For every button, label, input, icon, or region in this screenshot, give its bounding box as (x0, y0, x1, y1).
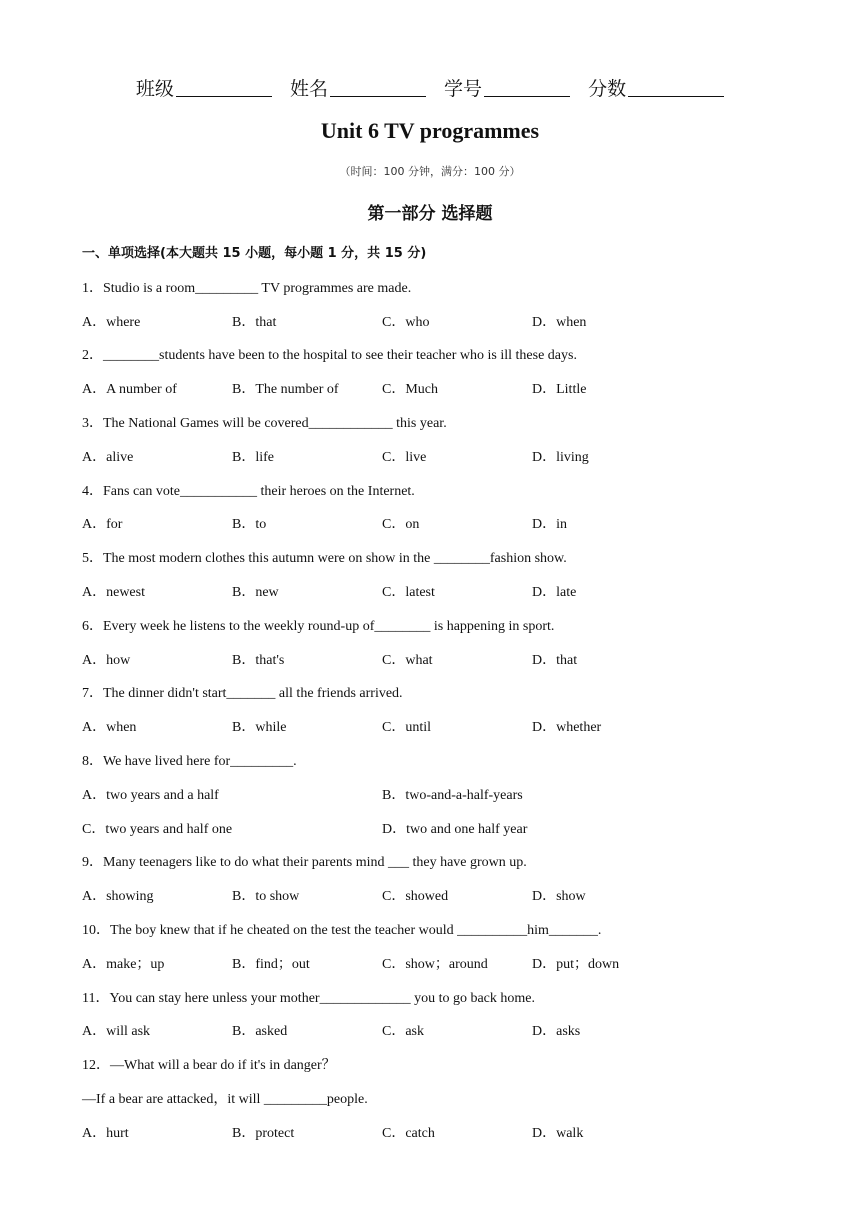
option-b[interactable]: B．find；out (232, 957, 310, 972)
option-d[interactable]: D．show (532, 889, 586, 904)
option-d[interactable]: D．two and one half year (382, 822, 528, 837)
option-b[interactable]: B．The number of (232, 382, 339, 397)
option-d[interactable]: D．living (532, 450, 589, 465)
option-c[interactable]: C．showed (382, 889, 449, 904)
score-field[interactable] (588, 74, 724, 101)
question-stem-continued: —If a bear are attacked，it will _________people. (82, 1092, 368, 1107)
option-b[interactable]: B．two-and-a-half-years (382, 788, 523, 803)
question-stem: 4．Fans can vote___________ their heroes on the Internet. (82, 484, 415, 499)
option-a[interactable]: A．when (82, 720, 137, 735)
option-b[interactable]: B．new (232, 585, 279, 600)
option-d[interactable]: D．walk (532, 1126, 584, 1141)
option-b[interactable]: B．that (232, 315, 277, 330)
option-b[interactable]: B．asked (232, 1024, 288, 1039)
option-c[interactable]: C．until (382, 720, 432, 735)
option-a[interactable]: A．where (82, 315, 141, 330)
option-a[interactable]: A．hurt (82, 1126, 129, 1141)
option-a[interactable]: A．A number of (82, 382, 177, 397)
question-stem: 1．Studio is a room_________ TV programmes are made. (82, 281, 412, 296)
option-a[interactable]: A．alive (82, 450, 134, 465)
question-stem: 12．—What will a bear do if it's in danger？ (82, 1058, 336, 1073)
option-c[interactable]: C．live (382, 450, 427, 465)
option-c[interactable]: C．show；around (382, 957, 488, 972)
option-b[interactable]: B．life (232, 450, 274, 465)
option-c[interactable]: C．catch (382, 1126, 435, 1141)
option-d[interactable]: D．late (532, 585, 577, 600)
part-title: 第一部分 选择题 (367, 204, 493, 224)
question-stem: 2．________students have been to the hospital to see their teacher who is ill these days. (82, 348, 577, 363)
option-b[interactable]: B．to show (232, 889, 300, 904)
option-c[interactable]: C．two years and half one (82, 822, 233, 837)
option-c[interactable]: C．who (382, 315, 430, 330)
option-b[interactable]: B．to (232, 517, 267, 532)
option-c[interactable]: C．on (382, 517, 420, 532)
option-a[interactable]: A．newest (82, 585, 145, 600)
question-stem: 10．The boy knew that if he cheated on the test the teacher would __________him_______. (82, 923, 602, 938)
score-label: 分数 (588, 78, 627, 100)
question-stem: 5．The most modern clothes this autumn were on show in the ________fashion show. (82, 551, 567, 566)
option-a[interactable]: A．make；up (82, 957, 165, 972)
student-id-label: 学号 (444, 78, 483, 100)
option-c[interactable]: C．ask (382, 1024, 424, 1039)
question-stem: 8．We have lived here for_________. (82, 754, 297, 769)
student-info-header (0, 74, 860, 101)
option-c[interactable]: C．latest (382, 585, 435, 600)
option-c[interactable]: C．what (382, 653, 433, 668)
score-blank[interactable] (628, 78, 724, 97)
question-stem: 9．Many teenagers like to do what their parents mind ___ they have grown up. (82, 855, 527, 870)
option-d[interactable]: D．Little (532, 382, 587, 397)
section-title: 一、单项选择(本大题共 15 小题，每小题 1 分，共 15 分) (82, 246, 427, 261)
option-a[interactable]: A．two years and a half (82, 788, 219, 803)
question-stem: 7．The dinner didn't start_______ all the friends arrived. (82, 686, 403, 701)
option-b[interactable]: B．while (232, 720, 287, 735)
option-d[interactable]: D．that (532, 653, 578, 668)
class-field[interactable] (136, 74, 272, 101)
option-d[interactable]: D．asks (532, 1024, 581, 1039)
option-d[interactable]: D．put；down (532, 957, 620, 972)
name-field[interactable] (290, 74, 426, 101)
option-a[interactable]: A．how (82, 653, 131, 668)
option-d[interactable]: D．in (532, 517, 567, 532)
option-d[interactable]: D．whether (532, 720, 602, 735)
exam-time-note: （时间：100 分钟，满分：100 分） (339, 165, 521, 178)
question-stem: 3．The National Games will be covered____________ this year. (82, 416, 447, 431)
option-a[interactable]: A．will ask (82, 1024, 151, 1039)
option-d[interactable]: D．when (532, 315, 587, 330)
student-id-blank[interactable] (484, 78, 570, 97)
option-c[interactable]: C．Much (382, 382, 438, 397)
option-a[interactable]: A．for (82, 517, 123, 532)
question-stem: 6．Every week he listens to the weekly round-up of________ is happening in sport. (82, 619, 555, 634)
class-label: 班级 (135, 78, 174, 100)
name-label: 姓名 (289, 78, 328, 100)
option-a[interactable]: A．showing (82, 889, 154, 904)
page-title: Unit 6 TV programmes (320, 118, 540, 143)
class-blank[interactable] (176, 78, 272, 97)
question-stem: 11．You can stay here unless your mother_____________ you to go back home. (82, 991, 535, 1006)
option-b[interactable]: B．protect (232, 1126, 295, 1141)
student-id-field[interactable] (444, 74, 570, 101)
option-b[interactable]: B．that's (232, 653, 285, 668)
name-blank[interactable] (330, 78, 426, 97)
